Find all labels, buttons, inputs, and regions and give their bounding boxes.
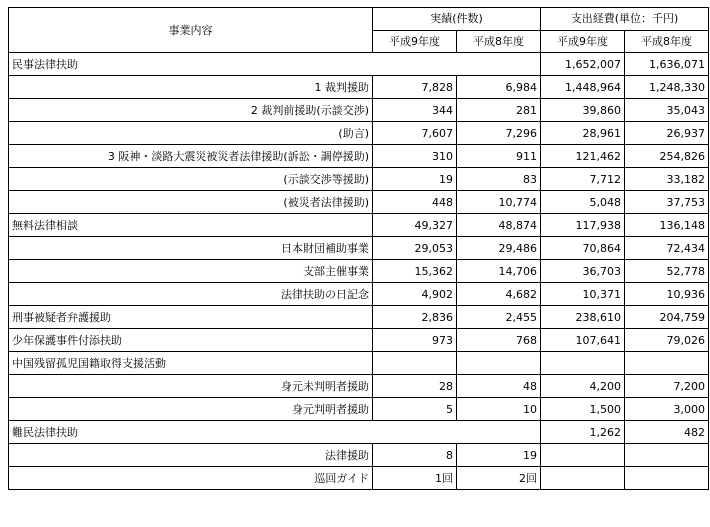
results-h9: 344 [373,99,457,122]
expense-h9: 4,200 [541,375,625,398]
expense-h9: 28,961 [541,122,625,145]
results-h9: 28 [373,375,457,398]
table-row [9,237,709,260]
expense-h8: 33,182 [625,168,709,191]
table-row [9,76,709,99]
results-h8: 14,706 [457,260,541,283]
table-row [9,283,709,306]
header-results-h9: 平成9年度 [373,30,457,53]
expense-h8: 37,753 [625,191,709,214]
expense-h9: 1,448,964 [541,76,625,99]
results-h9: 2,836 [373,306,457,329]
expense-h9 [541,444,625,467]
results-h9: 7,828 [373,76,457,99]
row-label: 法律援助 [9,444,373,467]
row-label: (示談交渉等援助) [9,168,373,191]
row-label: 刑事被疑者弁護援助 [9,306,373,329]
table-row [9,214,709,237]
table-row [9,260,709,283]
results-h8: 10 [457,398,541,421]
header-results-h8: 平成8年度 [457,30,541,53]
results-h9: 4,902 [373,283,457,306]
table-row [9,191,709,214]
row-label: 法律扶助の日記念 [9,283,373,306]
table-row [9,168,709,191]
header-expense: 支出経費(単位：千円) [541,8,709,31]
expense-h8 [625,444,709,467]
row-label: 巡回ガイド [9,467,373,490]
table-row [9,145,709,168]
expense-h8: 1,248,330 [625,76,709,99]
expense-h8: 79,026 [625,329,709,352]
results-h9: 310 [373,145,457,168]
expense-h8: 3,000 [625,398,709,421]
expense-h8: 254,826 [625,145,709,168]
row-label: 身元判明者援助 [9,398,373,421]
results-h8: 48 [457,375,541,398]
expense-h8: 482 [625,421,709,444]
expense-h9: 5,048 [541,191,625,214]
results-h9 [373,352,457,375]
header-expense-h9: 平成9年度 [541,30,625,53]
row-label: 身元未判明者援助 [9,375,373,398]
row-label: 1 裁判援助 [9,76,373,99]
row-label: 支部主催事業 [9,260,373,283]
table-row [9,122,709,145]
results-h9: 5 [373,398,457,421]
results-h9: 7,607 [373,122,457,145]
results-h8: 911 [457,145,541,168]
expense-h8 [625,467,709,490]
table-row [9,306,709,329]
expense-h8: 52,778 [625,260,709,283]
results-h8: 7,296 [457,122,541,145]
row-label: 2 裁判前援助(示談交渉) [9,99,373,122]
results-h9: 448 [373,191,457,214]
results-h8: 83 [457,168,541,191]
expense-h8 [625,352,709,375]
expense-h8: 26,937 [625,122,709,145]
row-label: 民事法律扶助 [9,53,541,76]
results-h8: 10,774 [457,191,541,214]
table-row [9,375,709,398]
expense-h9: 10,371 [541,283,625,306]
row-label: 無料法律相談 [9,214,373,237]
header-results: 実績(件数) [373,8,541,31]
results-h8: 2,455 [457,306,541,329]
results-h9: 15,362 [373,260,457,283]
expense-h8: 1,636,071 [625,53,709,76]
header-expense-h8: 平成8年度 [625,30,709,53]
expense-h9: 36,703 [541,260,625,283]
expense-h9 [541,352,625,375]
expense-h8: 35,043 [625,99,709,122]
results-h9: 19 [373,168,457,191]
row-label: (被災者法律援助) [9,191,373,214]
results-h8: 48,874 [457,214,541,237]
expense-h9: 238,610 [541,306,625,329]
table-row [9,352,709,375]
table-row [9,53,709,76]
header-content: 事業内容 [9,8,373,53]
results-h8 [457,352,541,375]
expense-h8: 72,434 [625,237,709,260]
expense-h8: 10,936 [625,283,709,306]
expense-h9: 39,860 [541,99,625,122]
results-h8: 4,682 [457,283,541,306]
table-row [9,329,709,352]
row-label: 日本財団補助事業 [9,237,373,260]
expense-h9: 1,652,007 [541,53,625,76]
row-label: 3 阪神・淡路大震災被災者法律援助(訴訟・調停援助) [9,145,373,168]
expense-h9: 121,462 [541,145,625,168]
expense-h8: 7,200 [625,375,709,398]
table-row [9,444,709,467]
row-label: (助言) [9,122,373,145]
expense-h9: 70,864 [541,237,625,260]
results-h8: 29,486 [457,237,541,260]
expense-h9: 117,938 [541,214,625,237]
results-h8: 2回 [457,467,541,490]
table-row [9,398,709,421]
expense-h9: 1,500 [541,398,625,421]
expense-h9: 7,712 [541,168,625,191]
results-h9: 973 [373,329,457,352]
row-label: 中国残留孤児国籍取得支援活動 [9,352,373,375]
legal-aid-table [8,7,709,490]
results-h9: 29,053 [373,237,457,260]
results-h8: 281 [457,99,541,122]
expense-h8: 204,759 [625,306,709,329]
expense-h8: 136,148 [625,214,709,237]
row-label: 少年保護事件付添扶助 [9,329,373,352]
results-h9: 1回 [373,467,457,490]
results-h8: 6,984 [457,76,541,99]
results-h8: 768 [457,329,541,352]
row-label: 難民法律扶助 [9,421,541,444]
expense-h9: 107,641 [541,329,625,352]
results-h9: 49,327 [373,214,457,237]
expense-h9 [541,467,625,490]
table-row [9,467,709,490]
expense-h9: 1,262 [541,421,625,444]
results-h9: 8 [373,444,457,467]
results-h8: 19 [457,444,541,467]
table-row [9,99,709,122]
table-row [9,421,709,444]
table-body [9,53,709,490]
